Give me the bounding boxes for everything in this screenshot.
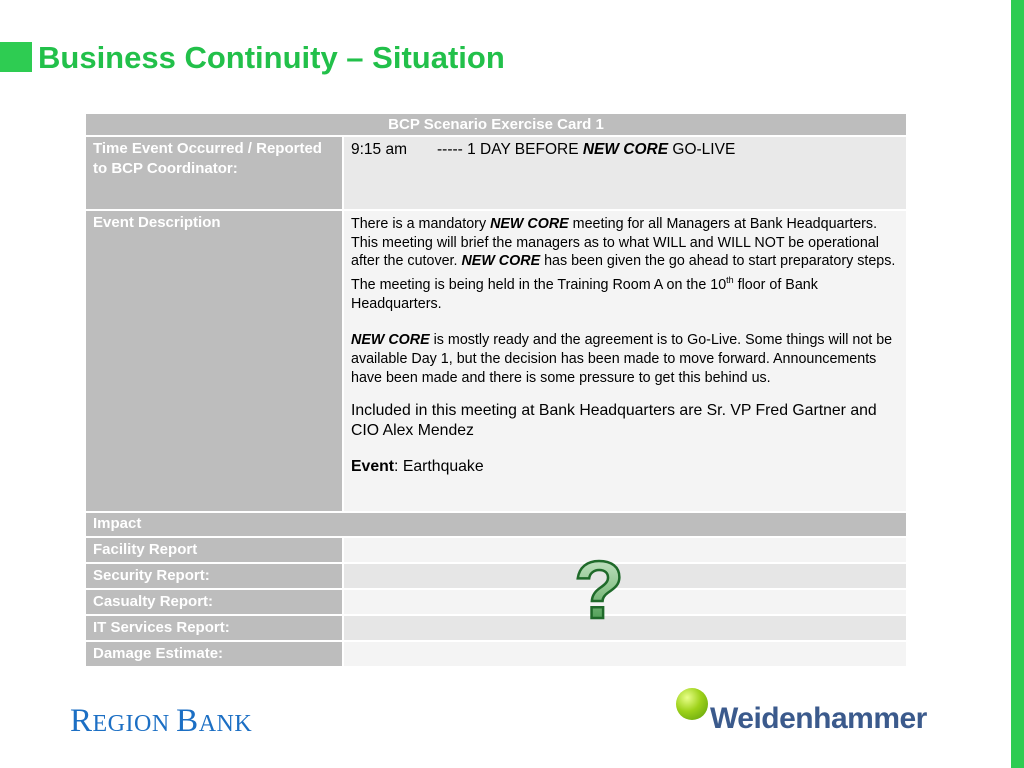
- weidenhammer-logo: [676, 688, 1001, 744]
- time-note-prefix: ----- 1 DAY BEFORE: [437, 141, 583, 158]
- question-mark-icon: [568, 548, 630, 632]
- time-label: Time Event Occurred / Reported to BCP Coordinator:: [86, 137, 342, 209]
- time-value: 9:15 am: [351, 141, 408, 158]
- desc-p1-superscript: th: [726, 275, 734, 286]
- time-note-keyword: NEW CORE: [582, 141, 669, 158]
- desc-p1-text-d: floor of Bank Headquarters.: [351, 276, 818, 312]
- event-separator: :: [394, 458, 403, 476]
- desc-p2-text: is mostly ready and the agreement is to Go-Live. Some things will not be available Day 1, but the decision has been made to move forward. Announcements have been made and there is some pressure to get this behind us.: [351, 332, 893, 386]
- desc-p1-text-b: meeting for all Managers at Bank Headquarters. This meeting will brief the managers as to what WILL and WILL NOT be operational after the cutover.: [351, 216, 879, 270]
- region-logo-rest-1: EGION: [92, 711, 177, 737]
- question-mark-glyph: ?: [573, 548, 625, 632]
- green-ball-icon: [676, 688, 708, 720]
- casualty-report-label: Casualty Report:: [86, 590, 342, 614]
- event-key: Event: [351, 458, 395, 476]
- security-report-label: Security Report:: [86, 564, 342, 588]
- facility-report-label: Facility Report: [86, 538, 342, 562]
- right-accent-bar: [1011, 0, 1024, 768]
- desc-p2-keyword: NEW CORE: [351, 332, 430, 349]
- scenario-card-table: [84, 112, 908, 668]
- description-paragraph-3: Included in this meeting at Bank Headquarters are Sr. VP Fred Gartner and CIO Alex Mendez: [351, 402, 877, 440]
- description-paragraph-2: [351, 331, 899, 387]
- region-logo-initial-r: R: [70, 703, 93, 739]
- time-value-cell: [344, 137, 906, 209]
- time-note-suffix: GO-LIVE: [668, 141, 736, 158]
- damage-estimate-value: [344, 642, 906, 666]
- event-description-label: Event Description: [86, 211, 342, 511]
- region-logo-initial-b: B: [176, 703, 199, 739]
- weidenhammer-wordmark: Weidenhammer: [710, 702, 927, 735]
- event-description-cell: [344, 211, 906, 511]
- it-services-report-label: IT Services Report:: [86, 616, 342, 640]
- desc-p1-text-a: There is a mandatory: [351, 216, 491, 232]
- description-paragraph-1: [351, 215, 899, 313]
- event-line: [351, 457, 899, 477]
- title-marker-square: [0, 42, 32, 72]
- slide-title: Business Continuity – Situation: [38, 40, 505, 75]
- desc-p1-keyword-2: NEW CORE: [461, 253, 541, 270]
- card-header: BCP Scenario Exercise Card 1: [86, 114, 906, 135]
- damage-estimate-label: Damage Estimate:: [86, 642, 342, 666]
- region-logo-rest-2: ANK: [198, 711, 253, 737]
- desc-p1-text-c: has been given the go ahead to start preparatory steps. The meeting is being held in the Training Room A on the 10: [351, 253, 896, 293]
- impact-header: Impact: [86, 513, 906, 536]
- desc-p1-keyword-1: NEW CORE: [490, 216, 569, 232]
- event-value: Earthquake: [402, 458, 484, 476]
- region-bank-logo: [70, 703, 252, 740]
